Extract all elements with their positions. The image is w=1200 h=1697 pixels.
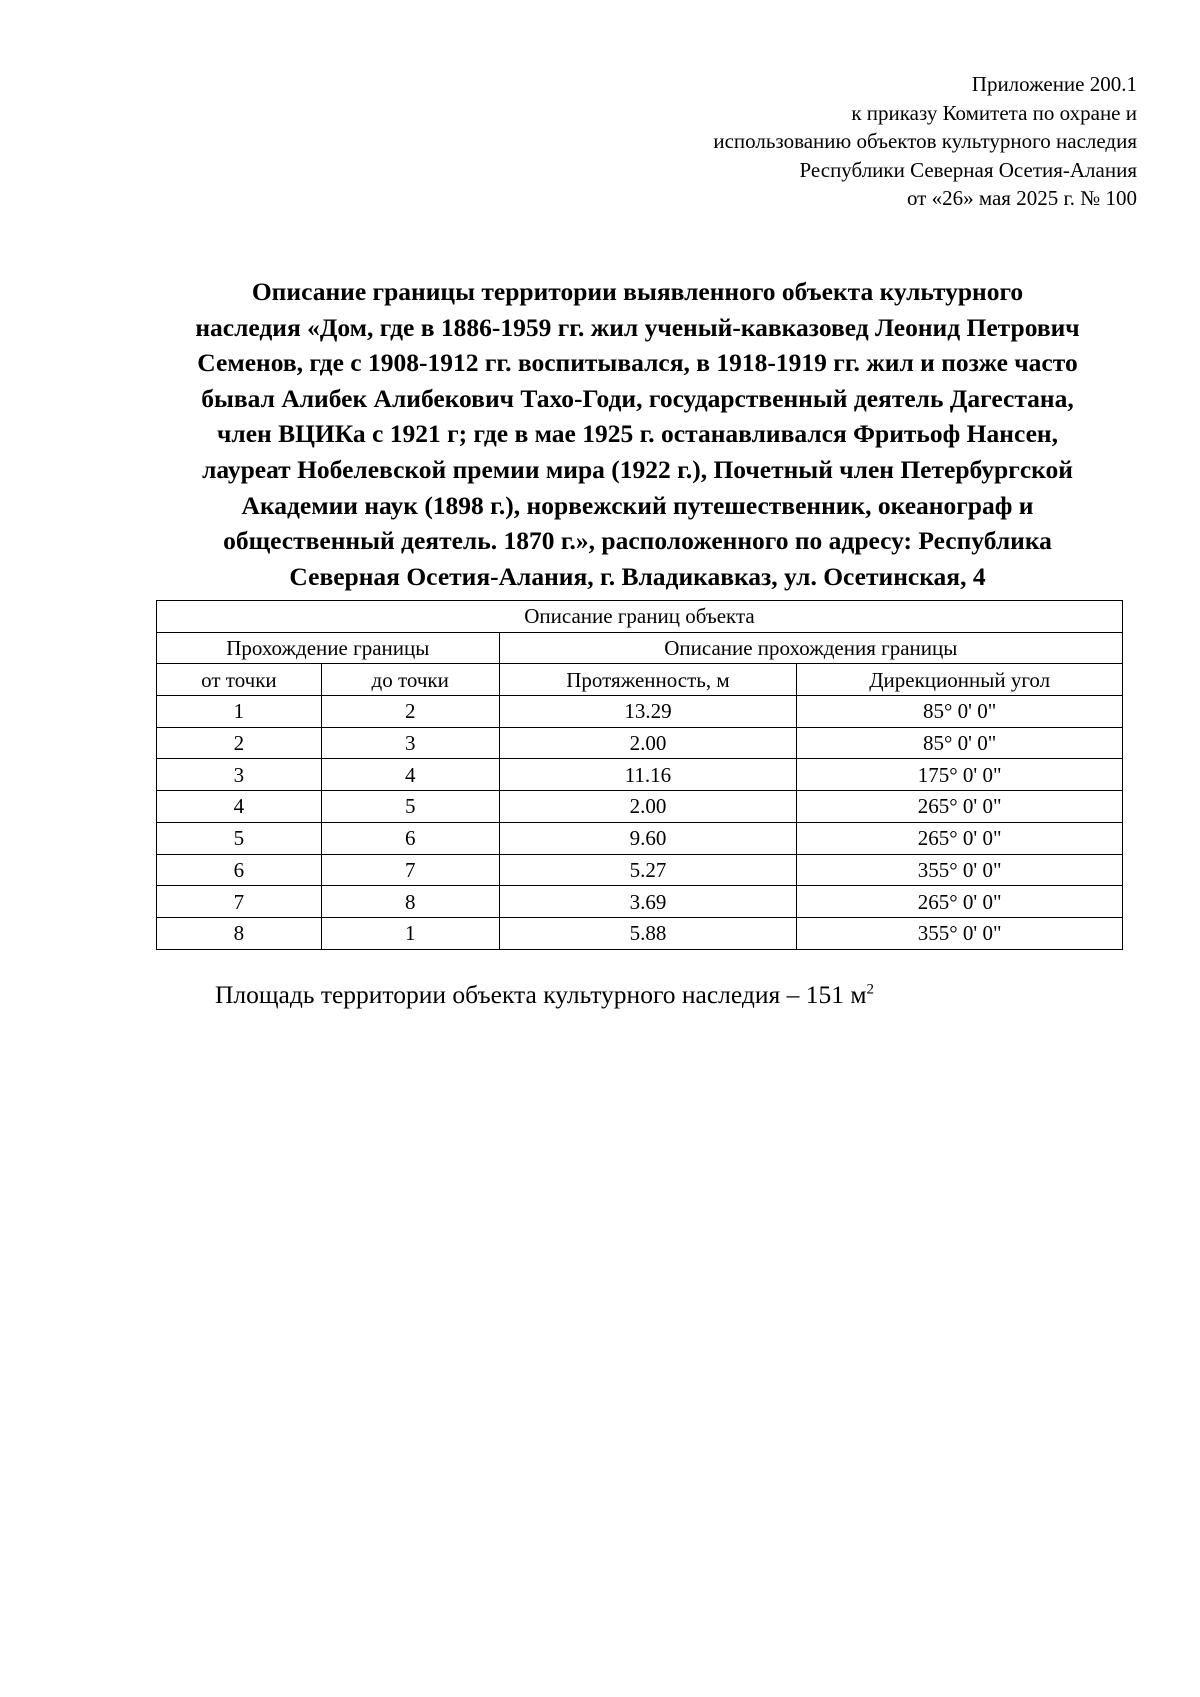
title-line: Академии наук (1898 г.), норвежский путешественник, океанограф и [241, 490, 1034, 520]
table-caption: Описание границ объекта [157, 601, 1123, 633]
title-line: Северная Осетия-Алания, г. Владикавказ, ул. Осетинская, 4 [289, 561, 986, 591]
table-row [157, 759, 1123, 791]
header-line: от «26» мая 2025 г. № 100 [906, 186, 1137, 210]
cell-to-point: 5 [321, 791, 499, 823]
table-caption-row [157, 601, 1123, 633]
cell-length: 9.60 [499, 822, 797, 854]
cell-length: 3.69 [499, 886, 797, 918]
cell-from-point: 6 [157, 854, 322, 886]
cell-length: 2.00 [499, 727, 797, 759]
cell-from-point: 1 [157, 696, 322, 728]
area-statement [215, 978, 874, 1012]
title-line: Семенов, где с 1908-1912 гг. воспитывался, в 1918-1919 гг. жил и позже часто [197, 348, 1078, 378]
cell-from-point: 3 [157, 759, 322, 791]
table-row [157, 791, 1123, 823]
group-header-boundary-passage: Прохождение границы [157, 632, 500, 664]
cell-length: 5.27 [499, 854, 797, 886]
table-group-row [157, 632, 1123, 664]
cell-to-point: 8 [321, 886, 499, 918]
cell-to-point: 2 [321, 696, 499, 728]
header-line: Республики Северная Осетия-Алания [799, 157, 1137, 182]
area-text: Площадь территории объекта культурного наследия – 151 м [215, 980, 867, 1009]
cell-length: 13.29 [499, 696, 797, 728]
header-line: Приложение 200.1 [971, 72, 1137, 96]
cell-bearing: 355° 0' 0" [797, 854, 1123, 886]
cell-to-point: 1 [321, 917, 499, 949]
title-line: бывал Алибек Алибекович Тахо-Годи, государственный деятель Дагестана, [201, 383, 1074, 413]
cell-to-point: 4 [321, 759, 499, 791]
cell-from-point: 8 [157, 917, 322, 949]
title-line: лауреат Нобелевской премии мира (1922 г.), Почетный член Петербургской [202, 454, 1073, 484]
cell-to-point: 7 [321, 854, 499, 886]
cell-from-point: 5 [157, 822, 322, 854]
cell-to-point: 3 [321, 727, 499, 759]
column-header-length: Протяженность, м [499, 664, 797, 696]
group-header-boundary-description: Описание прохождения границы [499, 632, 1122, 664]
cell-bearing: 265° 0' 0" [797, 791, 1123, 823]
cell-length: 11.16 [499, 759, 797, 791]
table-row [157, 696, 1123, 728]
area-unit-exponent: 2 [866, 981, 874, 998]
header-line: к приказу Комитета по охране и [851, 100, 1137, 125]
appendix-header [437, 70, 1137, 213]
table-column-row [157, 664, 1123, 696]
cell-bearing: 355° 0' 0" [797, 917, 1123, 949]
cell-to-point: 6 [321, 822, 499, 854]
title-line: наследия «Дом, где в 1886-1959 гг. жил ученый-кавказовед Леонид Петрович [195, 312, 1080, 342]
column-header-from-point: от точки [157, 664, 322, 696]
cell-bearing: 85° 0' 0" [797, 696, 1123, 728]
title-line: Описание границы территории выявленного объекта культурного [251, 277, 1024, 306]
table-row [157, 886, 1123, 918]
header-line: использованию объектов культурного наследия [713, 129, 1137, 153]
cell-bearing: 175° 0' 0" [797, 759, 1123, 791]
cell-bearing: 265° 0' 0" [797, 822, 1123, 854]
cell-bearing: 265° 0' 0" [797, 886, 1123, 918]
cell-from-point: 4 [157, 791, 322, 823]
cell-from-point: 7 [157, 886, 322, 918]
cell-from-point: 2 [157, 727, 322, 759]
column-header-bearing: Дирекционный угол [797, 664, 1123, 696]
boundary-table [156, 600, 1123, 950]
table-row [157, 727, 1123, 759]
column-header-to-point: до точки [321, 664, 499, 696]
cell-bearing: 85° 0' 0" [797, 727, 1123, 759]
table-row [157, 854, 1123, 886]
table-row [157, 917, 1123, 949]
document-title [140, 274, 1135, 594]
cell-length: 5.88 [499, 917, 797, 949]
title-line: член ВЦИКа с 1921 г; где в мае 1925 г. останавливался Фритьоф Нансен, [217, 419, 1058, 449]
cell-length: 2.00 [499, 791, 797, 823]
title-line: общественный деятель. 1870 г.», расположенного по адресу: Республика [223, 526, 1052, 556]
table-row [157, 822, 1123, 854]
